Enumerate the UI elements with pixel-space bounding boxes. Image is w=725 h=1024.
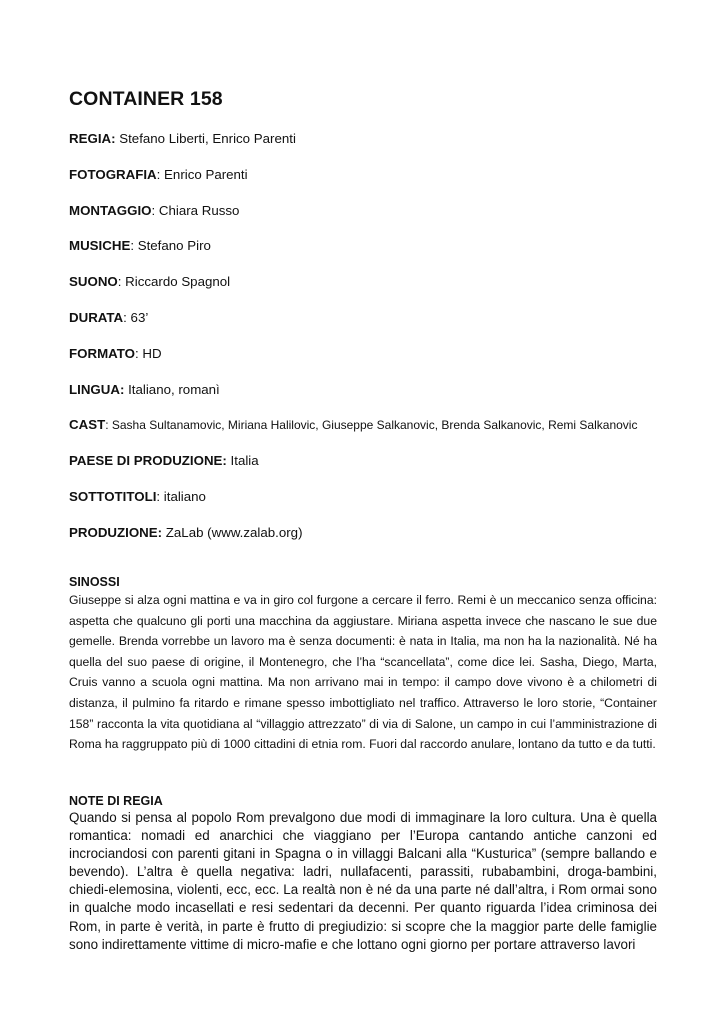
credit-label: CAST [69, 417, 106, 433]
credit-value: : Sasha Sultanamovic, Miriana Halilovic, Giuseppe Salkanovic, Brenda Salkanovic, Remi Salkanovic [105, 418, 638, 433]
credit-label: SUONO [69, 274, 118, 290]
note-di-regia-text: Quando si pensa al popolo Rom prevalgono due modi di immaginare la loro cultura. Una è quella romantica: nomadi ed anarchici che viaggiano per l’Europa cantando antiche canzoni ed incrociandosi con parenti gitani in Spagna o in villaggi Balcani alla “Kusturica” (sempre ballando e bevendo). L’altra è quella negativa: ladri, nullafacenti, parassiti, rubabambini, droga-bambini, chiedi-elemosina, violenti, ecc, ecc. La realtà non è né da una parte né dall’altra, i Rom ormai sono in qualche modo incasellati e resi sedentari da decenni. Per quanto riguarda l’idea criminosa dei Rom, in parte è verità, in parte è frutto di pregiudizio: si scopre che la maggior parte delle famiglie sono indirettamente vittime di micro-mafie e che lottano ogni giorno per portare attraverso lavori [69, 810, 657, 952]
credit-value: : Enrico Parenti [156, 166, 248, 182]
credit-suono [69, 272, 657, 308]
note-di-regia-section [69, 793, 657, 954]
credit-label: FOTOGRAFIA [69, 166, 157, 182]
credit-label: DURATA [69, 309, 124, 325]
credit-value: : Chiara Russo [151, 202, 240, 218]
credit-label: MUSICHE [69, 238, 131, 254]
credit-value: : 63’ [123, 309, 149, 325]
credit-value: Italiano, romanì [124, 381, 220, 397]
credit-montaggio [69, 201, 657, 237]
credit-value: : Riccardo Spagnol [117, 274, 231, 290]
credit-label: REGIA: [69, 131, 116, 146]
credit-label: PRODUZIONE: [69, 524, 163, 540]
credit-value: : HD [134, 345, 162, 361]
credit-value: Italia [226, 453, 259, 469]
credits-list [69, 129, 657, 559]
credit-lingua [69, 380, 657, 416]
credit-value: ZaLab (www.zalab.org) [162, 524, 303, 540]
credit-value: : italiano [156, 488, 206, 504]
credit-label: LINGUA: [69, 381, 125, 397]
credit-sottotitoli [69, 487, 657, 523]
credit-musiche [69, 236, 657, 272]
note-di-regia-heading: NOTE DI REGIA [69, 794, 163, 808]
credit-label: FORMATO [69, 345, 135, 361]
credit-fotografia [69, 165, 657, 201]
credit-produzione [69, 523, 657, 559]
sinossi-section [69, 574, 657, 755]
sinossi-text: Giuseppe si alza ogni mattina e va in giro col furgone a cercare il ferro. Remi è un meccanico senza officina: aspetta che qualcuno gli porti una macchina da aggiustare. Miriana aspetta invece che nascano le sue due gemelle. Brenda vorrebbe un lavoro ma è senza documenti: è nata in Italia, ma non ha la nazionalità. Né ha quella del suo paese di origine, il Montenegro, che l’ha “scancellata”, come dice lei. Sasha, Diego, Marta, Cruis vanno a scuola ogni mattina. Ma non arrivano mai in tempo: il campo dove vivono è a chilometri di distanza, il pulmino fa ritardo e rimane spesso imbottigliato nel traffico. Attraverso le loro storie, “Container 158” racconta la vita quotidiana al “villaggio attrezzato” di via di Salone, un campo in cui l’amministrazione di Roma ha raggruppato più di 1000 cittadini di etnia rom. Fuori dal raccordo anulare, lontano da tutto e da tutti. [69, 593, 657, 752]
credit-paese-di-produzione [69, 451, 657, 487]
credit-label: PAESE DI PRODUZIONE: [69, 453, 227, 469]
credit-formato [69, 344, 657, 380]
credit-cast [69, 415, 657, 451]
credit-label: MONTAGGIO [69, 202, 152, 218]
credit-label: SOTTOTITOLI [69, 488, 157, 504]
credit-regia [69, 129, 657, 165]
credit-durata [69, 308, 657, 344]
sinossi-heading: SINOSSI [69, 575, 120, 589]
credit-value: Stefano Liberti, Enrico Parenti [115, 131, 296, 146]
credit-value: : Stefano Piro [130, 238, 211, 254]
document-title: CONTAINER 158 [69, 88, 223, 110]
